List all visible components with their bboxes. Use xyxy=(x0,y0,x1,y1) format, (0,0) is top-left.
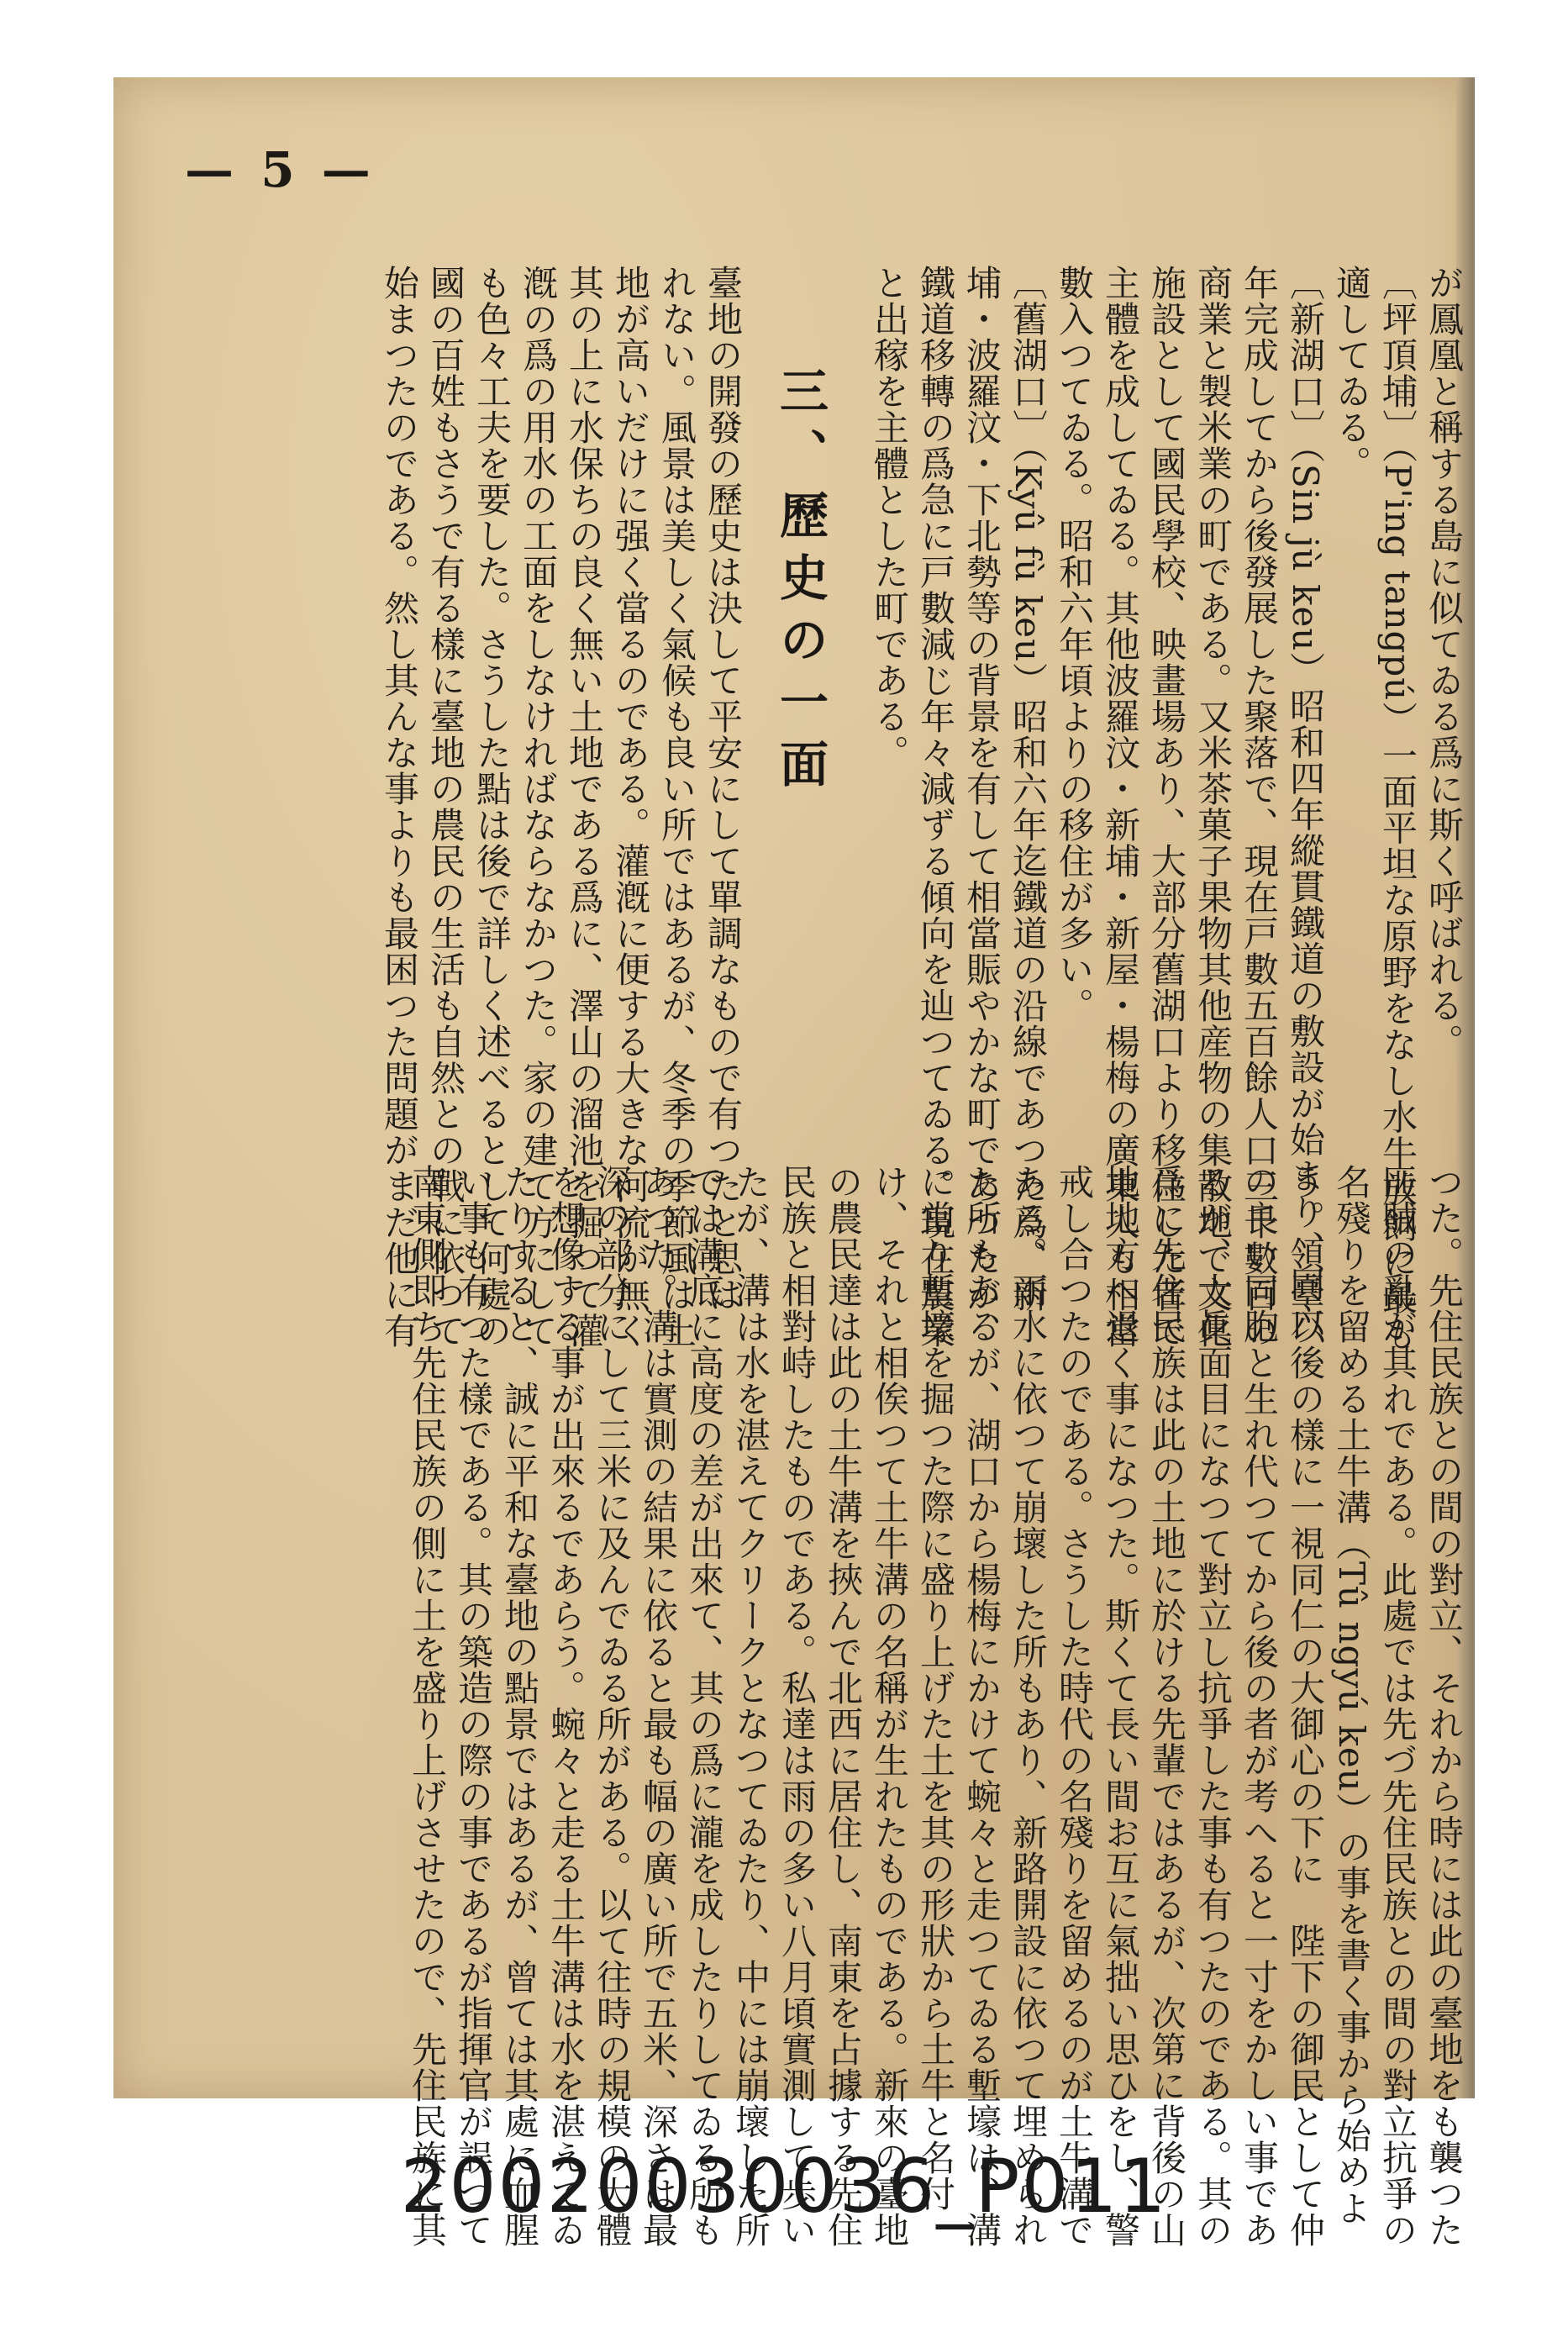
text-line: ある。雨水に依つて崩壞した所もあり、新路開設に依つて埋められ xyxy=(1008,1164,1049,2248)
text-line: 地が高いだけに强く當るのである。灌漑に便する大きな河流が無く xyxy=(610,265,651,1349)
spacer xyxy=(845,265,861,1139)
text-line: つた。先住民族との間の對立、それから時には此の臺地をも襲つた xyxy=(1423,1164,1465,2248)
text-line: に當り塹壕を掘つた際に盛り上げた土を其の形狀から土牛と名付 xyxy=(915,1164,956,2212)
archive-id-caption: 20020030036_P011 xyxy=(400,2143,1168,2229)
text-line: た所もあるが、湖口から楊梅にかけて蜿々と走つてゐる塹壕は、溝 xyxy=(961,1164,1002,2248)
text-line: 匪賊の亂が其れである。此處では先づ先住民族との間の對立抗爭の xyxy=(1377,1164,1418,2248)
text-line: れない。風景は美しく氣候も良い所ではあるが、冬季の季節風は土 xyxy=(656,265,697,1349)
text-line: 國の百姓もさうで有る樣に臺地の農民の生活も自然との戰に依つて xyxy=(425,265,466,1349)
text-line: 年完成してから後發展した聚落で、現在戸數五百餘人口三千數百の xyxy=(1239,265,1280,1349)
text-line: 地地方へ退く事になつた。斯くて長い間お互に氣拙い思ひをし、警 xyxy=(1100,1164,1141,2248)
text-line: 深の部分にして三米に及んでゐる所がある。以て往時の規模の大體 xyxy=(592,1164,633,2248)
text-line: い事も有つた樣である。其の築造の際の事であるが指揮官が誤つて xyxy=(453,1164,494,2248)
text-line: たりすると、誠に平和な臺地の點景ではあるが、曾ては其處に血腥 xyxy=(499,1164,540,2248)
text-line: 鐵道移轉の爲急に戸數減じ年々減ずる傾向を辿つてゐる。現在農業 xyxy=(915,265,956,1349)
text-line: では溝底に高度の差が出來て、其の爲に瀧を成したりしてゐる所も xyxy=(684,1164,725,2248)
text-line: 始まつたのである。然し其んな事よりも最困つた問題がまだ他に有 xyxy=(379,265,420,1349)
text-line: 漑の爲の用水の工面をしなければならなかつた。家の建て方にして xyxy=(518,265,559,1349)
text-line: たが、溝は水を湛えてクリークとなつてゐたり、中には崩壞した所 xyxy=(730,1164,771,2248)
text-line: 戒し合つたのである。さうした時代の名殘りを留めるのが土牛溝で xyxy=(1054,1164,1095,2248)
text-line: と出稼を主體とした町である。 xyxy=(869,265,910,771)
text-line: 適してゐる。 xyxy=(1331,265,1372,482)
page-number: — 5 — xyxy=(185,141,376,198)
text-line: 商業と製米業の町である。又米茶菓子果物其他産物の集散地で文化 xyxy=(1192,265,1234,1349)
text-line: るが、大眞面目になつて對立し抗爭した事も有つたのである。其の xyxy=(1192,1164,1234,2248)
top-text-block xyxy=(286,265,1465,1352)
text-line: 〔舊湖口〕（Kyû fù keu）昭和六年迄鐵道の沿線であつた爲、新 xyxy=(1008,265,1049,1313)
text-line: 〔坪頂埔〕（P'ing tangpú）一面平坦な原野をなし水牛放飼に最も xyxy=(1377,265,1418,1352)
text-line: 爲に先住民族は此の土地に於ける先輩ではあるが、次第に背後の山 xyxy=(1146,1164,1187,2248)
text-line: 民族と相對峙したものである。私達は雨の多い八月頃實測して歩い xyxy=(776,1164,818,2248)
text-line: が鳳凰と稱する島に似てゐる爲に斯く呼ばれる。 xyxy=(1423,265,1465,1060)
text-line: 名殘りを留める土牛溝（Tû ngyú keu）の事を書く事から始めよ xyxy=(1331,1164,1372,2226)
text-line: け、それと相俟つて土牛溝の名稱が生れたものである。新來の臺地 xyxy=(869,1164,910,2248)
text-line: 施設として國民學校、映畫場あり、大部分舊湖口より移住した者で xyxy=(1146,265,1187,1349)
text-line: も色々工夫を要した。さうした點は後で詳しく述べるとして何處の xyxy=(471,265,513,1349)
text-line: 主體を成してゐる。其他波羅汶・新埔・新屋・楊梅の廣東人も相當 xyxy=(1100,265,1141,1349)
text-line: あつた。溝は實測の結果に依ると最も幅の廣い所で五米、深さは最 xyxy=(638,1164,679,2248)
text-line: 數入つてゐる。昭和六年頃よりの移住が多い。 xyxy=(1054,265,1095,1024)
text-line: う。領臺以後の樣に一視同仁の大御心の下に 陛下の御民として仲 xyxy=(1285,1164,1326,2248)
text-line: 臺地の開發の歷史は決して平安にして單調なもので有つたと思は xyxy=(702,265,744,1313)
text-line: を想像する事が出來るであらう。蜿々と走る土牛溝は水を湛えてゐ xyxy=(545,1164,587,2248)
text-line: 其の上に水保ちの良く無い土地である爲に、澤山の溜池を掘つて灌 xyxy=(564,265,605,1349)
text-line: 埔・波羅汶・下北勢等の背景を有して相當賑やかな町であつたが、 xyxy=(961,265,1002,1349)
text-line: の良い同胞と生れ代つてから後の者が考へると一寸をかしい事であ xyxy=(1239,1164,1280,2248)
text-line: 〔新湖口〕（Sin jù keu）昭和四年縱貫鐵道の敷設が始まり、同六 xyxy=(1285,265,1326,1339)
text-line: 南東側即ち先住民族の側に土を盛り上げさせたので、先住民族に其 xyxy=(407,1164,448,2248)
section-heading: 三、歷史の一面 xyxy=(771,366,829,801)
text-line: の農民達は此の土牛溝を挾んで北西に居住し、南東を占據する先住 xyxy=(823,1164,864,2248)
